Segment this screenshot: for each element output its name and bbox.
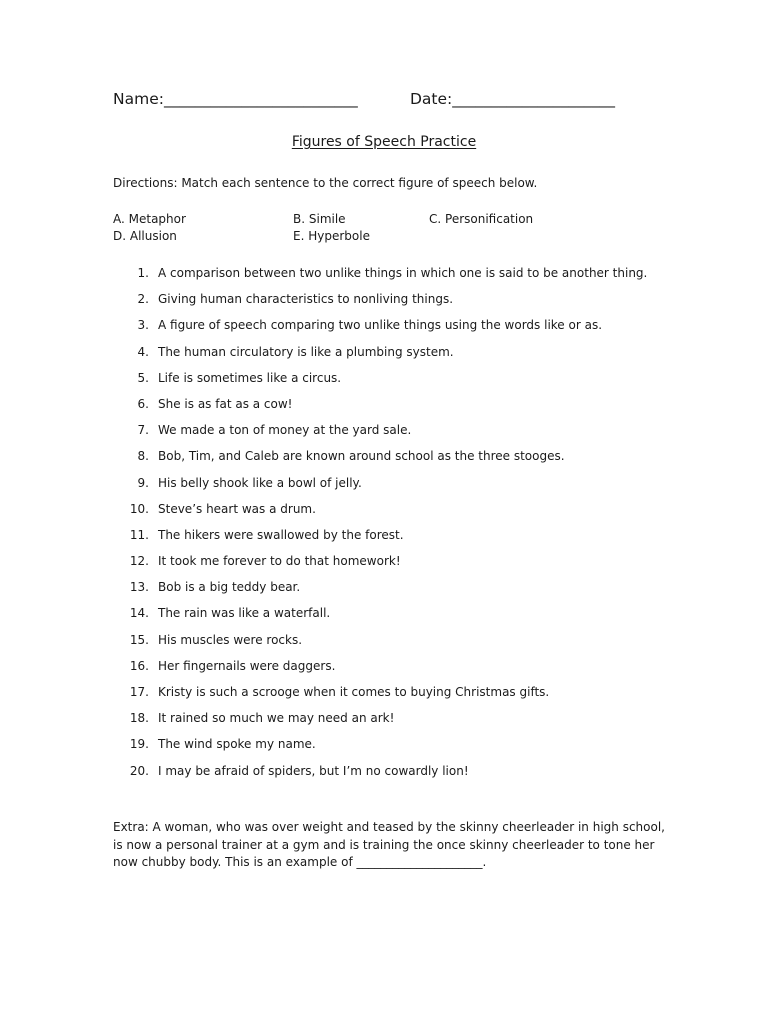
item-text: Her fingernails were daggers. bbox=[158, 658, 336, 673]
choice-metaphor: A. Metaphor bbox=[113, 212, 186, 226]
item-number: 4. bbox=[137, 344, 149, 359]
item-number: 13. bbox=[129, 580, 149, 595]
extra-line: is now a personal trainer at a gym and is training the once skinny cheerleader to tone her bbox=[113, 837, 655, 852]
item-text: She is as fat as a cow! bbox=[158, 396, 293, 411]
date-field-label: Date:_____________________ bbox=[410, 90, 616, 108]
item-number: 10. bbox=[129, 501, 149, 516]
item-text: His muscles were rocks. bbox=[158, 632, 303, 647]
extra-line: now chubby body. This is an example of _____________________. bbox=[113, 855, 487, 869]
header bbox=[113, 90, 616, 108]
item-text: A comparison between two unlike things in which one is said to be another thing. bbox=[158, 266, 648, 280]
item-number: 9. bbox=[137, 475, 149, 490]
item-number: 3. bbox=[137, 318, 149, 333]
item-text: Kristy is such a scrooge when it comes to buying Christmas gifts. bbox=[158, 685, 550, 699]
item-text: I may be afraid of spiders, but I’m no cowardly lion! bbox=[158, 763, 469, 778]
item-number: 15. bbox=[129, 632, 149, 647]
item-text: We made a ton of money at the yard sale. bbox=[158, 423, 412, 438]
item-number: 19. bbox=[129, 737, 149, 752]
worksheet-title: Figures of Speech Practice bbox=[291, 134, 477, 150]
extra-line: Extra: A woman, who was over weight and teased by the skinny cheerleader in high school, bbox=[113, 820, 665, 834]
choice-allusion: D. Allusion bbox=[113, 229, 177, 243]
directions-text: Directions: Match each sentence to the correct figure of speech below. bbox=[113, 176, 538, 190]
item-text: The human circulatory is like a plumbing system. bbox=[158, 344, 454, 359]
item-text: Steve’s heart was a drum. bbox=[158, 501, 316, 516]
item-text: His belly shook like a bowl of jelly. bbox=[158, 475, 362, 490]
item-number: 14. bbox=[129, 606, 149, 621]
item-number: 18. bbox=[129, 711, 149, 726]
choice-simile: B. Simile bbox=[293, 212, 346, 226]
name-field-label: Name:_________________________ bbox=[113, 90, 358, 108]
item-number: 12. bbox=[129, 554, 149, 569]
item-text: It took me forever to do that homework! bbox=[158, 554, 401, 569]
item-number: 17. bbox=[129, 685, 149, 699]
item-text: Bob is a big teddy bear. bbox=[158, 580, 301, 595]
item-number: 6. bbox=[137, 396, 149, 411]
item-text: The rain was like a waterfall. bbox=[158, 606, 331, 621]
item-number: 16. bbox=[129, 658, 149, 673]
item-number: 8. bbox=[137, 449, 149, 464]
item-text: A figure of speech comparing two unlike things using the words like or as. bbox=[158, 318, 603, 333]
item-text: The hikers were swallowed by the forest. bbox=[158, 527, 404, 542]
choice-hyperbole: E. Hyperbole bbox=[293, 229, 370, 243]
item-text: Life is sometimes like a circus. bbox=[158, 370, 342, 385]
item-number: 11. bbox=[129, 527, 149, 542]
item-number: 20. bbox=[129, 763, 149, 778]
item-number: 2. bbox=[137, 292, 149, 307]
item-text: It rained so much we may need an ark! bbox=[158, 711, 395, 726]
choice-personification: C. Personification bbox=[429, 212, 534, 226]
item-number: 7. bbox=[137, 423, 149, 438]
extra-question bbox=[113, 819, 665, 872]
item-text: The wind spoke my name. bbox=[158, 737, 316, 752]
item-text: Bob, Tim, and Caleb are known around school as the three stooges. bbox=[158, 449, 565, 464]
item-number: 1. bbox=[137, 266, 149, 280]
item-number: 5. bbox=[137, 370, 149, 385]
item-text: Giving human characteristics to nonliving things. bbox=[158, 292, 454, 307]
